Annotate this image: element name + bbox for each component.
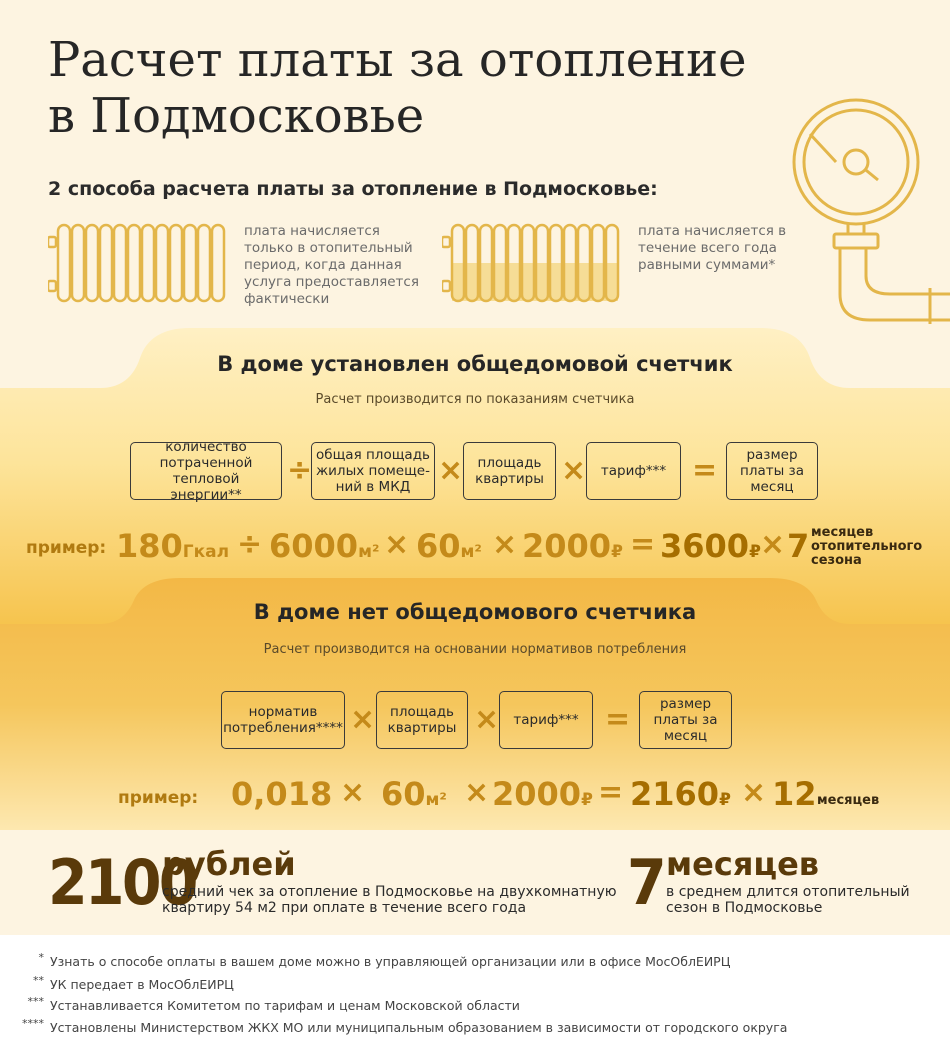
example-months: 12 — [772, 775, 817, 813]
stat-average-bill-description: средний чек за отопление в Подмосковье на двухкомнатную квартиру 54 м2 при оплате в течение всего года — [162, 884, 617, 916]
formula-box-monthly-fee: размер платы за месяц — [726, 442, 818, 500]
formula-box-apartment-area: площадь квартиры — [376, 691, 468, 749]
footnote-3: *** Устанавливается Комитетом по тарифам и ценам Московской области — [27, 995, 520, 1013]
multiply-operator-1: × — [438, 453, 464, 488]
formula-box-consumption-norm: норматив потребления**** — [221, 691, 345, 749]
example-result: 3600₽ — [660, 527, 761, 565]
stat-season-months-number: 7 — [627, 846, 664, 919]
footnote-1: * Узнать о способе оплаты в вашем доме можно в управляющей организации или в офисе МосОблЕИРЦ — [38, 951, 731, 969]
example-equals: = — [598, 775, 624, 810]
method-2-text: плата начисляется в течение всего года равными суммами* — [638, 223, 787, 273]
example-months-note: месяцев отопительного сезона — [811, 525, 923, 568]
multiply-operator-1: × — [350, 702, 376, 737]
formula-box-tariff: тариф*** — [586, 442, 681, 500]
equals-operator: = — [692, 453, 718, 488]
example-multiply-2: × — [492, 527, 518, 562]
section-2-subtitle: Расчет производится на основании нормативов потребления — [263, 642, 687, 657]
example-divide: ÷ — [237, 527, 263, 562]
section-without-meter — [0, 578, 950, 830]
divide-operator: ÷ — [287, 453, 313, 488]
example-multiply-3: × — [760, 527, 786, 562]
formula-box-monthly-fee: размер платы за месяц — [639, 691, 732, 749]
multiply-operator-2: × — [561, 453, 587, 488]
section-2-title: В доме нет общедомового счетчика — [253, 600, 697, 624]
title-line-2: в Подмосковье — [48, 88, 425, 144]
formula-box-total-area: общая площадь жилых помеще-ний в МКД — [311, 442, 435, 500]
method-1-text: плата начисляется только в отопительный период, когда данная услуга предоставляется фактически — [244, 223, 419, 307]
stat-average-bill-unit: рублей — [162, 845, 296, 883]
example-months-note: месяцев — [817, 793, 880, 808]
example-result: 2160₽ — [630, 775, 731, 813]
footnote-2: ** УК передает в МосОблЕИРЦ — [33, 974, 234, 992]
example-value-energy: 180Гкал — [116, 527, 230, 565]
formula-box-heat-energy: количество потраченной тепловой энергии** — [130, 442, 282, 500]
example-value-tariff: 2000₽ — [492, 775, 593, 813]
footnotes — [0, 935, 950, 1063]
method-year-round — [442, 223, 818, 303]
half-filled-radiator-icon — [442, 223, 626, 303]
example-label: пример: — [118, 788, 199, 808]
example-value-total-area: 6000м² — [269, 527, 380, 565]
example-label: пример: — [26, 538, 107, 558]
title-line-1: Расчет платы за отопление — [48, 32, 747, 88]
example-value-area: 60м² — [381, 775, 447, 813]
page-title — [48, 32, 768, 144]
footnote-4: **** Установлены Министерством ЖКХ МО или муниципальным образованием в зависимости от городского округа — [22, 1017, 788, 1035]
section-1-title: В доме установлен общедомовой счетчик — [217, 352, 733, 376]
formula-box-apartment-area: площадь квартиры — [463, 442, 556, 500]
methods-heading: 2 способа расчета платы за отопление в Подмосковье: — [48, 178, 658, 200]
example-months: 7 — [787, 527, 810, 565]
example-multiply-1: × — [384, 527, 410, 562]
example-multiply-2: × — [464, 775, 490, 810]
example-value-tariff: 2000₽ — [522, 527, 623, 565]
example-equals: = — [630, 527, 656, 562]
radiator-icon — [48, 223, 232, 303]
stat-average-bill-number: 2100 — [48, 846, 196, 919]
stat-season-months-description: в среднем длится отопительный сезон в Подмосковье — [666, 884, 910, 916]
section-1-subtitle: Расчет производится по показаниям счетчика — [315, 392, 635, 407]
equals-operator: = — [605, 702, 631, 737]
method-in-season — [48, 223, 424, 308]
example-value-norm: 0,018 — [231, 775, 333, 813]
multiply-operator-2: × — [474, 702, 500, 737]
stats-bar — [0, 830, 950, 935]
example-value-area: 60м² — [416, 527, 482, 565]
formula-box-tariff: тариф*** — [499, 691, 593, 749]
example-multiply-1: × — [340, 775, 366, 810]
example-multiply-3: × — [741, 775, 767, 810]
stat-season-months-unit: месяцев — [666, 845, 820, 883]
